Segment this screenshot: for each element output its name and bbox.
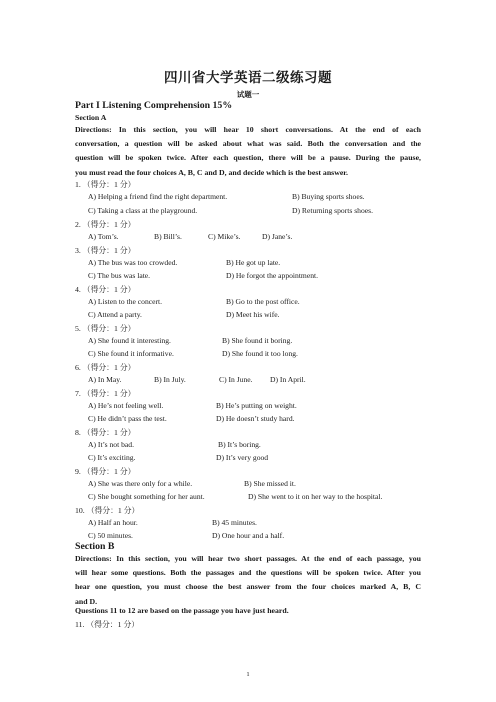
section-a-directions: [75, 123, 421, 180]
directions-line: you must read the four choices A, B, C and D, and decide which is the best answer.: [75, 167, 348, 177]
option-c: C) 50 minutes.: [88, 531, 133, 540]
option-d: D) She went to it on her way to the hospital.: [248, 492, 383, 501]
question-label: 1. （得分：1 分）: [75, 180, 136, 189]
option-a: A) Tom’s.: [88, 232, 119, 241]
directions-line: Directions: In this section, you will hear two short passages. At the end of each passage, you: [75, 554, 421, 563]
page-subtitle: 试题一: [236, 90, 260, 99]
question-label: 5. （得分：1 分）: [75, 324, 136, 333]
page-title: 四川省大学英语二级练习题: [164, 70, 332, 86]
option-b: B) He got up late.: [226, 258, 281, 267]
directions-line: hear one question, you must choose the best answer from the four choices marked A, B, C: [75, 582, 421, 592]
option-d: D) Jane’s.: [262, 232, 293, 241]
option-d: D) It’s very good: [216, 453, 269, 462]
question-label: 4. （得分：1 分）: [75, 285, 136, 294]
directions-line: will hear some questions. Both the passages and the questions will be spoken twice. After you: [75, 568, 421, 578]
option-c: C) He didn’t pass the test.: [88, 414, 167, 423]
option-b: B) Buying sports shoes.: [292, 192, 365, 201]
page-number: 1: [246, 671, 250, 678]
option-b: B) 45 minutes.: [212, 518, 257, 527]
option-d: D) She found it too long.: [222, 349, 298, 358]
directions-line: and D.: [75, 596, 98, 606]
option-d: D) He forgot the appointment.: [226, 271, 319, 280]
section-a-heading: Section A: [75, 113, 107, 122]
option-b: B) She missed it.: [244, 479, 296, 488]
option-b: B) It’s boring.: [218, 440, 261, 449]
option-b: B) Go to the post office.: [226, 297, 300, 306]
option-a: A) Half an hour.: [88, 518, 138, 527]
option-a: A) The bus was too crowded.: [88, 258, 178, 267]
question-label: 7. （得分：1 分）: [75, 389, 136, 398]
option-a: A) Listen to the concert.: [88, 297, 163, 306]
option-a: A) It’s not bad.: [88, 440, 134, 449]
questions-heading: Questions 11 to 12 are based on the passage you have just heard.: [75, 606, 289, 615]
option-b: B) In July.: [154, 375, 186, 384]
option-b: B) She found it boring.: [222, 336, 293, 345]
section-b-heading: Section B: [75, 541, 115, 552]
option-d: D) He doesn’t study hard.: [216, 414, 295, 423]
question-label: 11. （得分：1 分）: [75, 620, 140, 629]
option-a: A) She found it interesting.: [88, 336, 171, 345]
directions-line: question will be spoken twice. After each question, there will be a pause. During the pause,: [75, 153, 421, 163]
question-label: 3. （得分：1 分）: [75, 246, 136, 255]
option-d: D) Meet his wife.: [226, 310, 280, 319]
option-c: C) Attend a party.: [88, 310, 142, 319]
option-c: C) She found it informative.: [88, 349, 174, 358]
option-c: C) Mike’s.: [208, 232, 241, 241]
option-c: C) She bought something for her aunt.: [88, 492, 205, 501]
part-title: Part I Listening Comprehension 15%: [75, 100, 233, 111]
directions-line: conversation, a question will be asked about what was said. Both the conversation and the: [75, 139, 421, 149]
section-b-directions: [75, 552, 421, 609]
question-label: 9. （得分：1 分）: [75, 467, 136, 476]
question-label: 2. （得分：1 分）: [75, 220, 136, 229]
option-a: A) Helping a friend find the right department.: [88, 192, 228, 201]
option-c: C) It’s exciting.: [88, 453, 136, 462]
option-a: A) He’s not feeling well.: [88, 401, 164, 410]
option-d: D) One hour and a half.: [212, 531, 285, 540]
option-d: D) In April.: [270, 375, 306, 384]
option-b: B) He’s putting on weight.: [216, 401, 297, 410]
option-a: A) In May.: [88, 375, 122, 384]
option-c: C) The bus was late.: [88, 271, 151, 280]
option-c: C) Taking a class at the playground.: [88, 206, 198, 215]
option-a: A) She was there only for a while.: [88, 479, 193, 488]
option-c: C) In June.: [219, 375, 253, 384]
question-label: 6. （得分：1 分）: [75, 363, 136, 372]
question-label: 10. （得分：1 分）: [75, 506, 140, 515]
directions-line: Directions: In this section, you will hear 10 short conversations. At the end of each: [75, 125, 421, 134]
option-b: B) Bill’s.: [154, 232, 182, 241]
option-d: D) Returning sports shoes.: [292, 206, 373, 215]
question-label: 8. （得分：1 分）: [75, 428, 136, 437]
